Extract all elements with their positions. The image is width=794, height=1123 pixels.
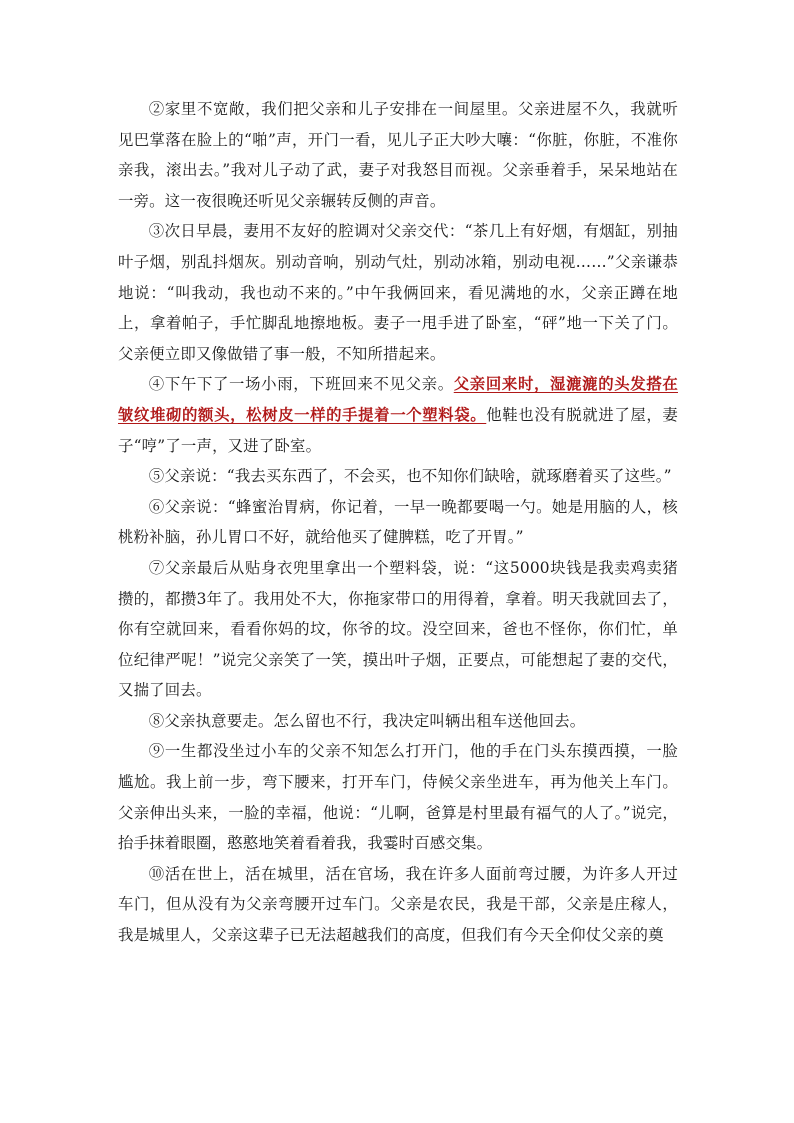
paragraph-4 bbox=[118, 369, 678, 461]
paragraph-8: ⑧父亲执意要走。怎么留也不行，我决定叫辆出租车送他回去。 bbox=[148, 711, 586, 730]
article-body bbox=[118, 94, 678, 951]
paragraph-7: ⑦父亲最后从贴身衣兜里拿出一个塑料袋，说：“这5000块钱是我卖鸡卖猪攒的，都攒3年了。我用处不大，你拖家带口的用得着，拿着。明天我就回去了，你有空就回来，看看你妈的坟，你爷的坟。没空回来，爸也不怪你，你们忙，单位纪律严呢！”说完父亲笑了一笑，摸出叶子烟，正要点，可能想起了妻的交代，又揣了回去。 bbox=[118, 558, 678, 700]
paragraph-3: ③次日早晨，妻用不友好的腔调对父亲交代：“茶几上有好烟，有烟缸，别抽叶子烟，别乱抖烟灰。别动音响，别动气灶，别动冰箱，别动电视……”父亲谦恭地说：“叫我动，我也动不来的。”中午我俩回来，看见满地的水，父亲正蹲在地上，拿着帕子，手忙脚乱地擦地板。妻子一甩手进了卧室，“砰”地一下关了门。父亲便立即又像做错了事一般，不知所措起来。 bbox=[118, 222, 678, 363]
paragraph-4-lead: ④下午下了一场小雨，下班回来不见父亲。 bbox=[148, 375, 454, 394]
paragraph-10: ⑩活在世上，活在城里，活在官场，我在许多人面前弯过腰，为许多人开过车门，但从没有为父亲弯腰开过车门。父亲是农民，我是干部，父亲是庄稼人，我是城里人，父亲这辈子已无法超越我们的高度，但我们有今天全仰仗父亲的奠 bbox=[118, 864, 678, 945]
paragraph-4-tail: 他鞋也没有脱就进了屋，妻子“哼”了一声，又进了卧室。 bbox=[118, 405, 678, 455]
paragraph-6: ⑥父亲说：“蜂蜜治胃病，你记着，一早一晚都要喝一勺。她是用脑的人，核桃粉补脑，孙儿胃口不好，就给他买了健脾糕，吃了开胃。” bbox=[118, 497, 678, 547]
paragraph-2: ②家里不宽敞，我们把父亲和儿子安排在一间屋里。父亲进屋不久，我就听见巴掌落在脸上的“啪”声，开门一看，见儿子正大吵大嚷：“你脏，你脏，不准你亲我，滚出去。”我对儿子动了武，妻子对我怒目而视。父亲垂着手，呆呆地站在一旁。这一夜很晚还听见父亲辗转反侧的声音。 bbox=[118, 100, 678, 210]
paragraph-9: ⑨一生都没坐过小车的父亲不知怎么打开门，他的手在门头东摸西摸，一脸尴尬。我上前一步，弯下腰来，打开车门，侍候父亲坐进车，再为他关上车门。父亲伸出头来，一脸的幸福，他说：“儿啊，爸算是村里最有福气的人了。”说完，抬手抹着眼圈，憨憨地笑着看着我，我霎时百感交集。 bbox=[118, 742, 678, 853]
paragraph-5: ⑤父亲说：“我去买东西了，不会买，也不知你们缺啥，就琢磨着买了这些。” bbox=[148, 467, 672, 486]
highlighted-sentence: 父亲回来时，湿漉漉的头发搭在皱纹堆砌的额头，松树皮一样的手提着一个塑料袋。 bbox=[118, 375, 678, 424]
